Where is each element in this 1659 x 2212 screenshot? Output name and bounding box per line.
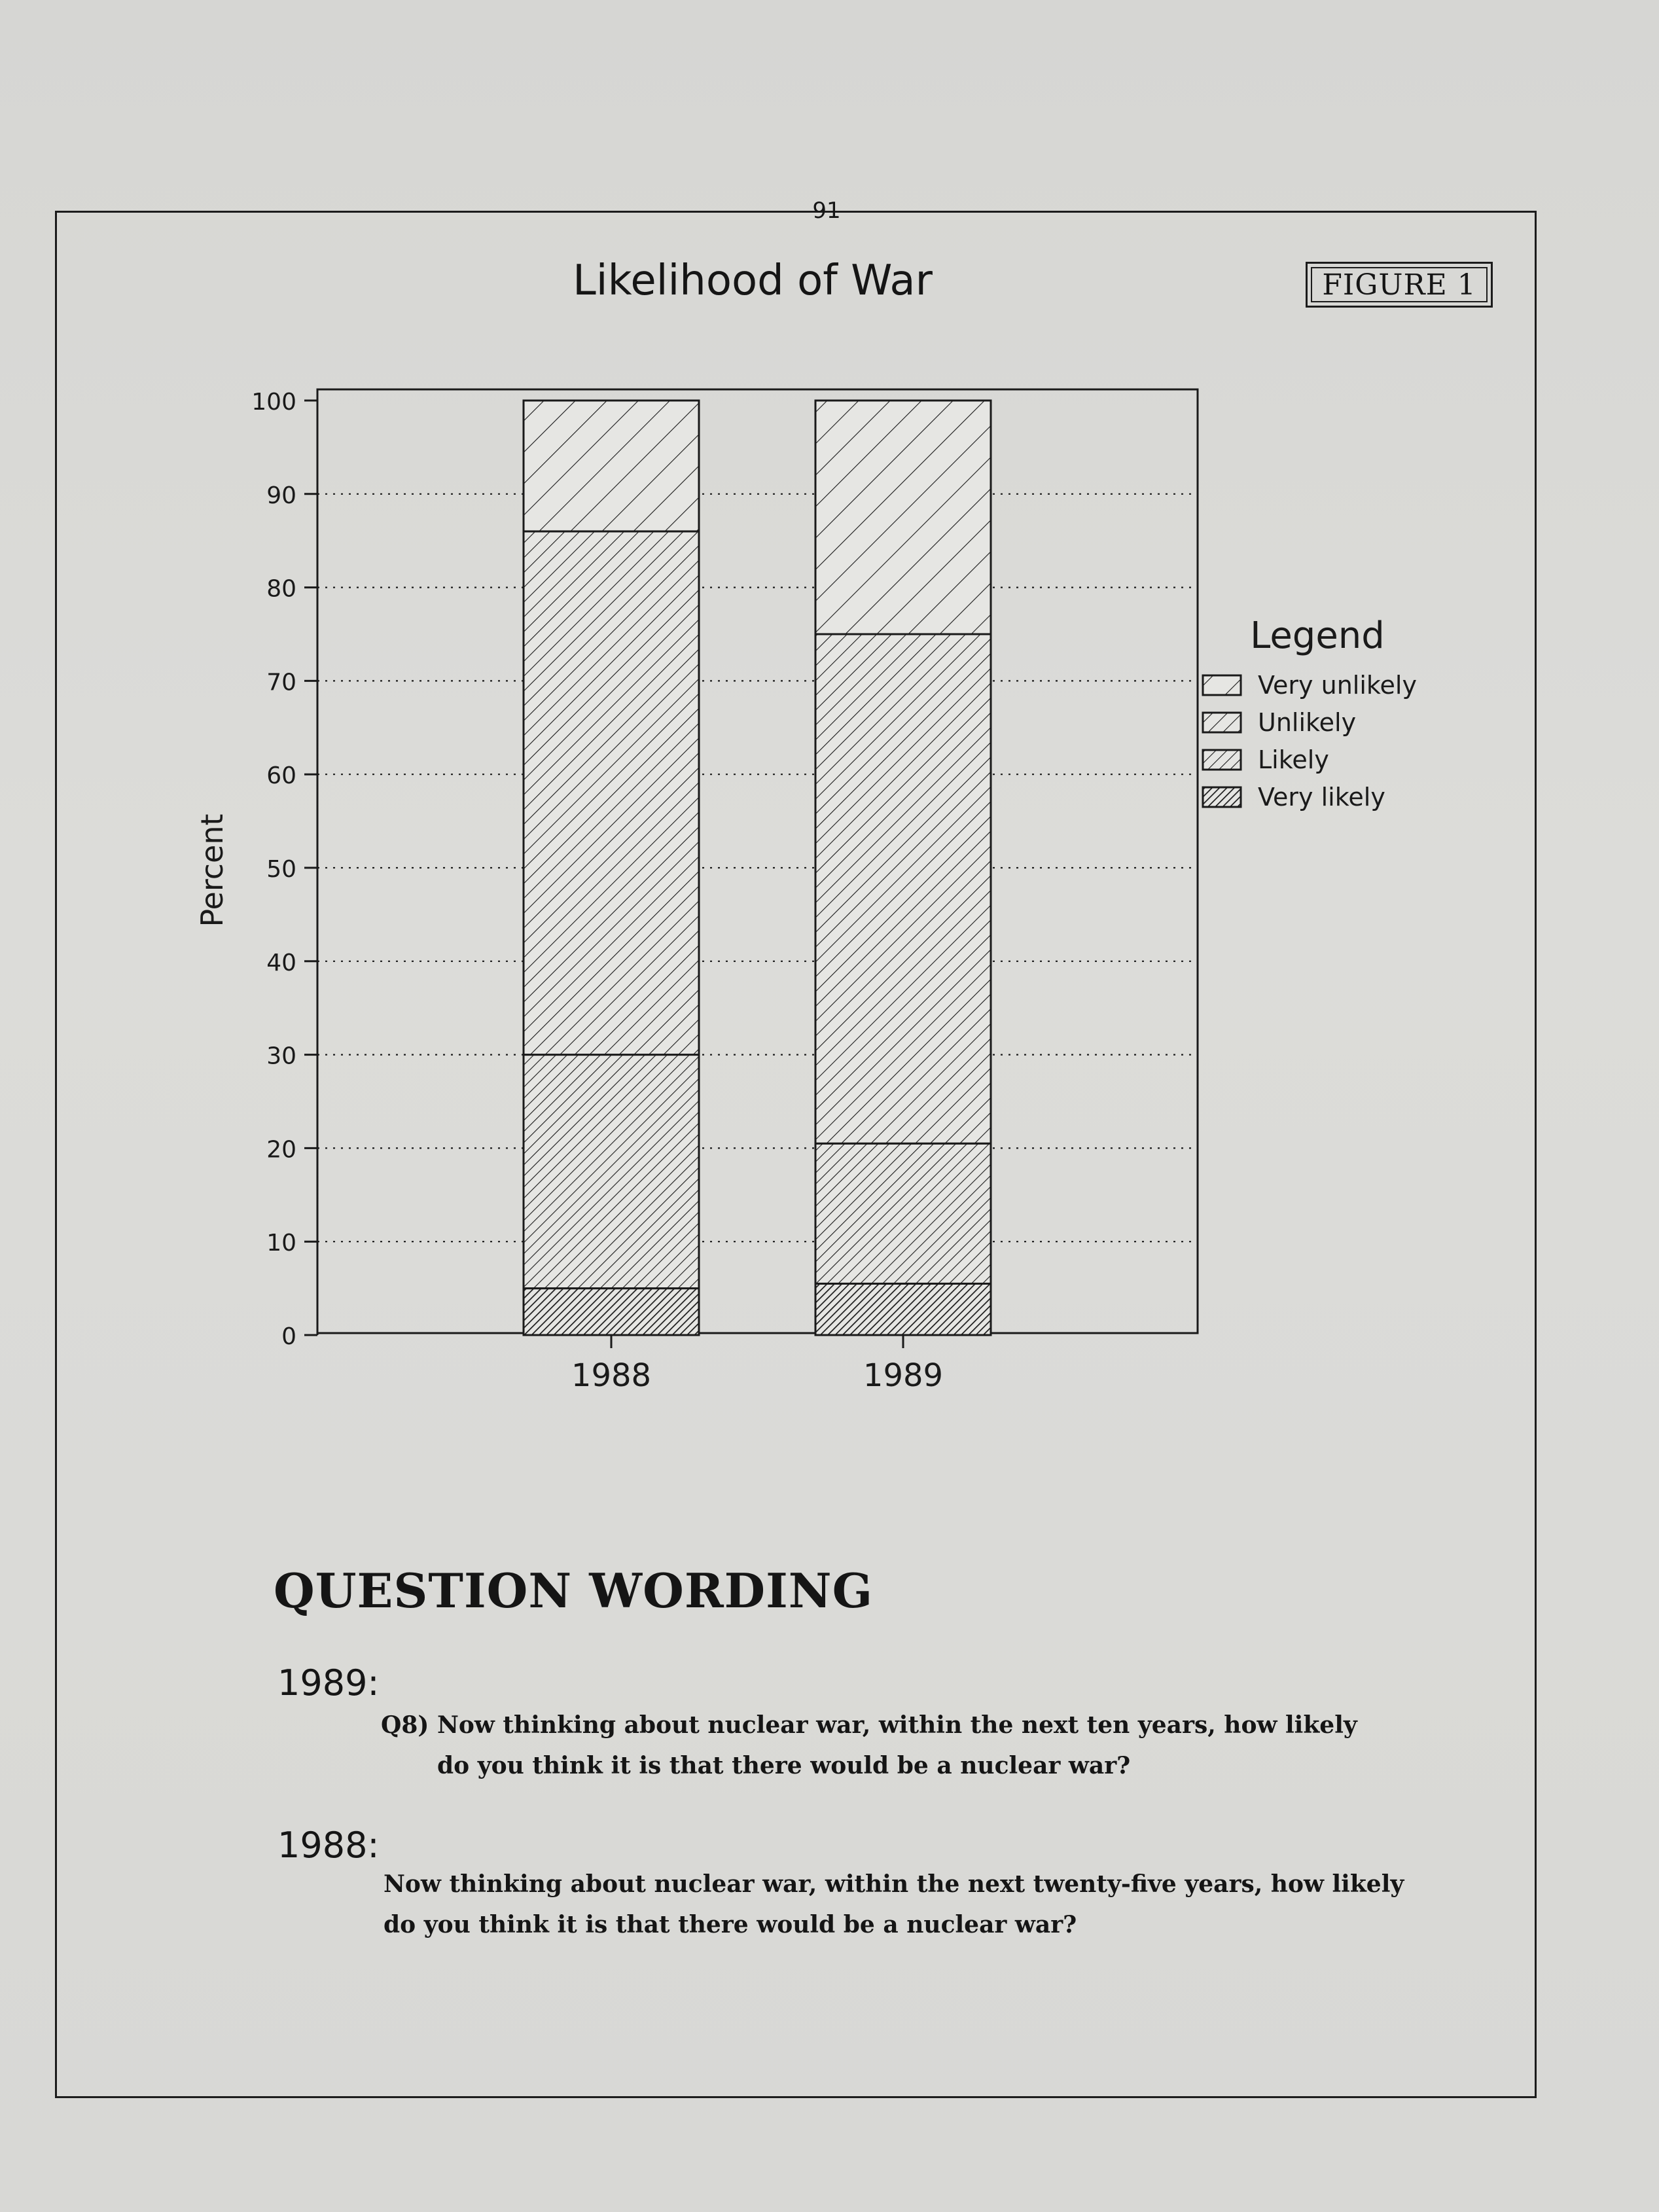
bar-1989-unlikely [815, 634, 991, 1143]
legend-swatch-likely [1203, 750, 1241, 770]
y-tick-label-10: 10 [266, 1230, 296, 1257]
y-tick-label-100: 100 [251, 389, 296, 416]
legend-label-unlikely: Unlikely [1258, 708, 1357, 737]
y-tick-label-70: 70 [266, 669, 296, 696]
x-tick-label-1988: 1988 [571, 1357, 652, 1394]
question-1989-line-2: do you think it is that there would be a nuclear war? [437, 1752, 1131, 1779]
y-tick-label-60: 60 [266, 762, 296, 790]
legend-swatch-unlikely [1203, 713, 1241, 732]
x-tick-label-1989: 1989 [863, 1357, 944, 1394]
question-1989-line-1: Q8) Now thinking about nuclear war, within the next ten years, how likely [381, 1711, 1357, 1739]
question-1988-line-1: Now thinking about nuclear war, within the next twenty-five years, how likely [384, 1870, 1404, 1898]
gridlines [317, 494, 1198, 1241]
bar-1988-unlikely [524, 531, 699, 1055]
figure-label: FIGURE 1 [1322, 268, 1476, 302]
bar-1989-very-likely [815, 1283, 991, 1335]
year-1988-label: 1988: [277, 1825, 380, 1866]
legend-label-very-likely: Very likely [1258, 783, 1385, 812]
year-1989-label: 1989: [277, 1662, 380, 1704]
question-1988-line-2: do you think it is that there would be a nuclear war? [384, 1911, 1077, 1938]
legend-title: Legend [1250, 615, 1385, 657]
plot-area-frame [317, 389, 1198, 1333]
legend-items [1203, 671, 1417, 812]
y-tick-label-20: 20 [266, 1136, 296, 1164]
bar-1989-likely [815, 1143, 991, 1283]
y-tick-label-30: 30 [266, 1043, 296, 1070]
legend [1203, 615, 1417, 812]
y-tick-label-0: 0 [281, 1323, 296, 1350]
y-axis [251, 389, 317, 1350]
bar-1989-very-unlikely [815, 401, 991, 634]
page-number: 91 [812, 198, 841, 224]
y-tick-label-40: 40 [266, 949, 296, 976]
bar-1988-likely [524, 1055, 699, 1289]
bar-1988-very-likely [524, 1289, 699, 1335]
legend-label-likely: Likely [1258, 745, 1329, 774]
y-tick-label-90: 90 [266, 482, 296, 509]
legend-swatch-very-likely [1203, 787, 1241, 807]
question-wording-heading: QUESTION WORDING [274, 1563, 874, 1618]
legend-label-very-unlikely: Very unlikely [1258, 671, 1417, 700]
bar-1988-very-unlikely [524, 401, 699, 531]
y-tick-label-50: 50 [266, 856, 296, 883]
y-tick-label-80: 80 [266, 575, 296, 603]
y-axis-label: Percent [194, 813, 230, 927]
legend-swatch-very-unlikely [1203, 675, 1241, 695]
chart-title: Likelihood of War [573, 257, 933, 305]
x-tick-labels [571, 1335, 943, 1394]
